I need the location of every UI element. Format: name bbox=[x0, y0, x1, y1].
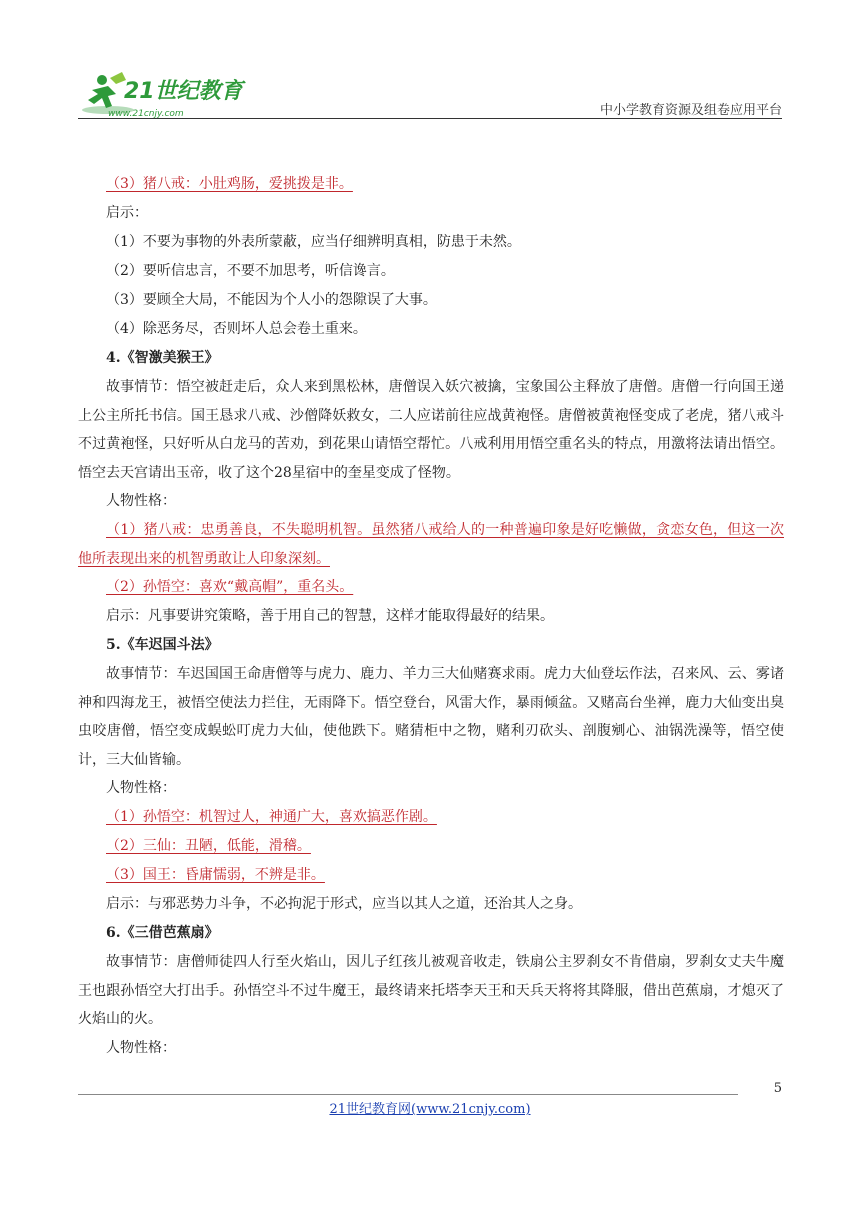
section-heading: 4.《智激美猴王》 bbox=[106, 350, 219, 366]
header-divider bbox=[78, 118, 782, 119]
character-label: 人物性格： bbox=[106, 493, 176, 509]
character-trait-line: （3）国王：昏庸懦弱，不辨是非。 bbox=[106, 867, 325, 883]
insight-item: （1）不要为事物的外表所蒙蔽，应当仔细辨明真相，防患于未然。 bbox=[106, 234, 521, 250]
story-paragraph: 故事情节：唐僧师徒四人行至火焰山，因儿子红孩儿被观音收走，铁扇公主罗刹女不肯借扇，罗刹女丈夫牛魔王也跟孙悟空大打出手。孙悟空斗不过牛魔王，最终请来托塔李天王和天兵天将将其降服，借出芭蕉扇，才熄灭了火焰山的火。 bbox=[78, 954, 784, 1027]
character-trait-line: （1）孙悟空：机智过人，神通广大，喜欢搞恶作剧。 bbox=[106, 809, 437, 825]
insight-item: （2）要听信忠言，不要不加思考，听信谗言。 bbox=[106, 263, 395, 279]
insight-line: 启示：凡事要讲究策略，善于用自己的智慧，这样才能取得最好的结果。 bbox=[106, 608, 554, 624]
character-label: 人物性格： bbox=[106, 1039, 176, 1056]
character-trait-line: （2）孙悟空：喜欢“戴高帽”，重名头。 bbox=[106, 579, 354, 595]
character-trait-line: （1）猪八戒：忠勇善良，不失聪明机智。虽然猪八戒给人的一种普遍印象是好吃懒做，贪恋女色，但这一次他所表现出来的机智勇敢让人印象深刻。 bbox=[78, 522, 784, 567]
character-trait-line: （2）三仙：丑陋，低能，滑稽。 bbox=[106, 838, 311, 854]
insight-item: （3）要顾全大局，不能因为个人小的怨隙误了大事。 bbox=[106, 292, 437, 308]
insight-item: （4）除恶务尽，否则坏人总会卷土重来。 bbox=[106, 321, 367, 337]
footer-divider bbox=[78, 1094, 738, 1095]
logo-text: 21世纪教育 bbox=[124, 79, 243, 104]
document-body bbox=[78, 170, 784, 1063]
character-trait-line: （3）猪八戒：小肚鸡肠，爱挑拨是非。 bbox=[106, 176, 353, 192]
section-heading: 6.《三借芭蕉扇》 bbox=[106, 925, 219, 941]
insight-label: 启示： bbox=[106, 205, 148, 221]
insight-line: 启示：与邪恶势力斗争，不必拘泥于形式，应当以其人之道，还治其人之身。 bbox=[106, 896, 582, 912]
logo bbox=[78, 70, 248, 120]
character-label: 人物性格： bbox=[106, 780, 176, 796]
story-paragraph: 故事情节：悟空被赶走后，众人来到黑松林，唐僧误入妖穴被擒，宝象国公主释放了唐僧。唐僧一行向国王递上公主所托书信。国王恳求八戒、沙僧降妖救女，二人应诺前往应战黄袍怪。唐僧被黄袍怪变成了老虎，猪八戒斗不过黄袍怪，只好听从白龙马的苦劝，到花果山请悟空帮忙。八戒利用用悟空重名头的特点，用激将法请出悟空。悟空去天宫请出玉帝，收了这个28星宿中的奎星变成了怪物。 bbox=[78, 379, 784, 481]
footer-link[interactable]: 21世纪教育网(www.21cnjy.com) bbox=[329, 1102, 531, 1117]
logo-url: www.21cnjy.com bbox=[108, 109, 184, 119]
page-number: 5 bbox=[773, 1081, 782, 1096]
section-heading: 5.《车迟国斗法》 bbox=[106, 637, 219, 653]
story-paragraph: 故事情节：车迟国国王命唐僧等与虎力、鹿力、羊力三大仙赌赛求雨。虎力大仙登坛作法，召来风、云、雾诸神和四海龙王，被悟空使法力拦住，无雨降下。悟空登台，风雷大作，暴雨倾盆。又赌高台坐禅，鹿力大仙变出臭虫咬唐僧，悟空变成蜈蚣叮虎力大仙，使他跌下。赌猜柜中之物，赌利刃砍头、剖腹剜心、油锅洗澡等，悟空使计，三大仙皆输。 bbox=[78, 666, 784, 768]
platform-title: 中小学教育资源及组卷应用平台 bbox=[599, 103, 782, 118]
